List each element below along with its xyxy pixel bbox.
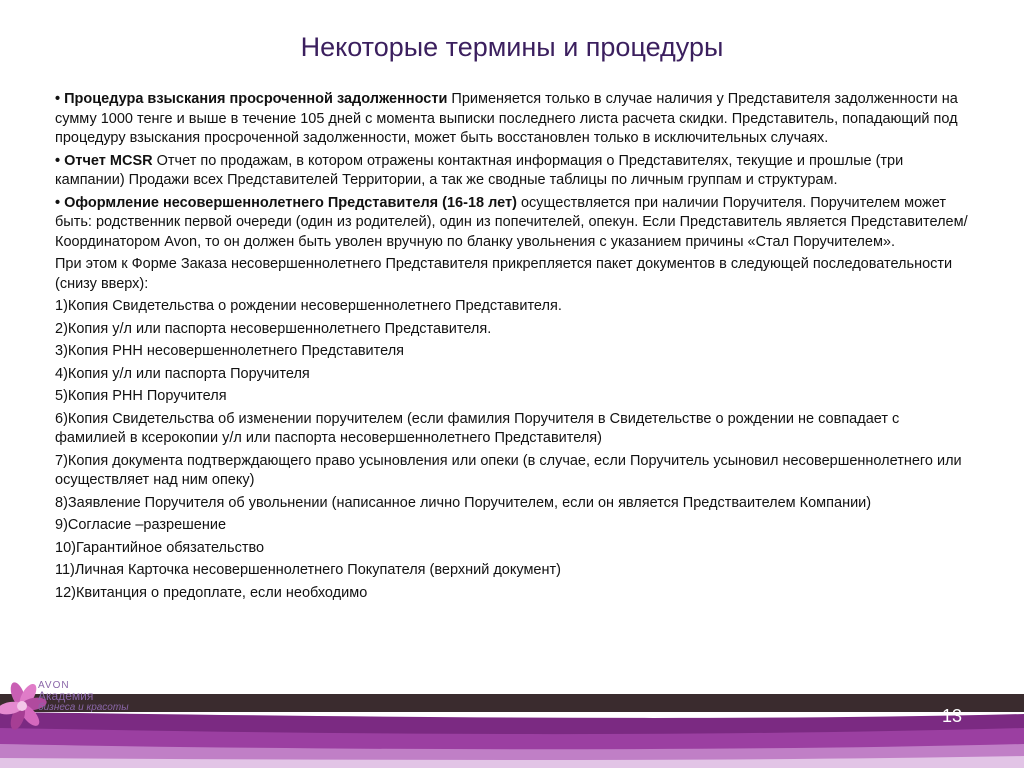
list-item [55,342,970,362]
list-item-text: 3)Копия РНН несовершеннолетнего Представителя [55,343,405,359]
list-item [55,365,970,385]
academy-logo [38,680,129,713]
list-item [55,516,970,536]
term-bold: • Процедура взыскания просроченной задолженности [55,91,448,107]
paragraph-documents-intro [55,255,970,294]
list-item [55,494,970,514]
slide-title: Некоторые термины и процедуры [300,32,724,62]
logo-line1: Академия [38,689,94,703]
list-item-text: 4)Копия у/л или паспорта Поручителя [55,365,310,382]
term-bold: • Отчет MCSR [55,152,153,169]
logo-line2: бизнеса и красоты [38,702,129,713]
list-item [55,452,970,491]
list-item-text: 7)Копия документа подтверждающего право усыновления или опеки (в случае, если Поручитель усыновил несовершеннолетнего или осуществляет над ним опеку) [55,452,962,488]
list-item-text: 12)Квитанция о предоплате, если необходимо [55,584,368,601]
list-item [55,410,970,449]
list-item [55,584,970,604]
list-item-text: 2)Копия у/л или паспорта несовершеннолетнего Представителя. [55,320,492,337]
list-item-text: 11)Личная Карточка несовершеннолетнего Покупателя (верхний документ) [55,562,561,578]
logo-brand: AVON [38,680,70,691]
list-item-text: 9)Согласие –разрешение [55,517,227,533]
page-number: 13 [941,706,962,726]
list-item [55,539,970,559]
term-text: При этом к Форме Заказа несовершеннолетнего Представителя прикрепляется пакет документов в следующей последовательности (снизу вверх): [55,256,953,292]
slide-body [55,90,970,606]
term-text: осуществляется при наличии Поручителя. Поручителем может быть: родственник первой очереди (один из родителей), один из попечителей, опекун. Если Представитель является Представителем/Координатором Avon, то он должен быть уволен вручную по бланку увольнения с указанием причины «Стал Поручителем». [55,194,968,250]
list-item-text: 8)Заявление Поручителя об увольнении (написанное лично Поручителем, если он является Предстваителем Компании) [55,494,872,511]
term-text: Применяется только в случае наличия у Представителя задолженности на сумму 1000 тенге и выше в течение 105 дней с момента выписки последнего листа расчета скидки. Представитель, попадающий под процедуру взыскания просроченной задолженности, может быть восстановлен только в исключительных случаях. [55,91,958,146]
paragraph-minor-representative [55,194,970,253]
term-bold: • Оформление несовершеннолетнего Представителя (16-18 лет) [55,194,517,211]
list-item [55,297,970,317]
list-item-text: 10)Гарантийное обязательство [55,539,265,556]
list-item-text: 1)Копия Свидетельства о рождении несовершеннолетнего Представителя. [55,298,562,314]
list-item [55,387,970,407]
paragraph-debt-procedure [55,90,970,149]
list-item [55,561,970,581]
list-item-text: 5)Копия РНН Поручителя [55,388,227,404]
term-text: Отчет по продажам, в котором отражены контактная информация о Представителях, текущие и прошлые (три кампании) Продажи всех Представителей Территории, а так же сводные таблицы по личным группам и структурам. [55,152,904,188]
paragraph-mcsr-report [55,152,970,191]
list-item-text: 6)Копия Свидетельства об изменении поручителем (если фамилия Поручителя в Свидетельстве о рождении не совпадает с фамилией в ксерокопии у/л или паспорта несовершеннолетнего Представителя) [55,410,900,446]
list-item [55,320,970,340]
